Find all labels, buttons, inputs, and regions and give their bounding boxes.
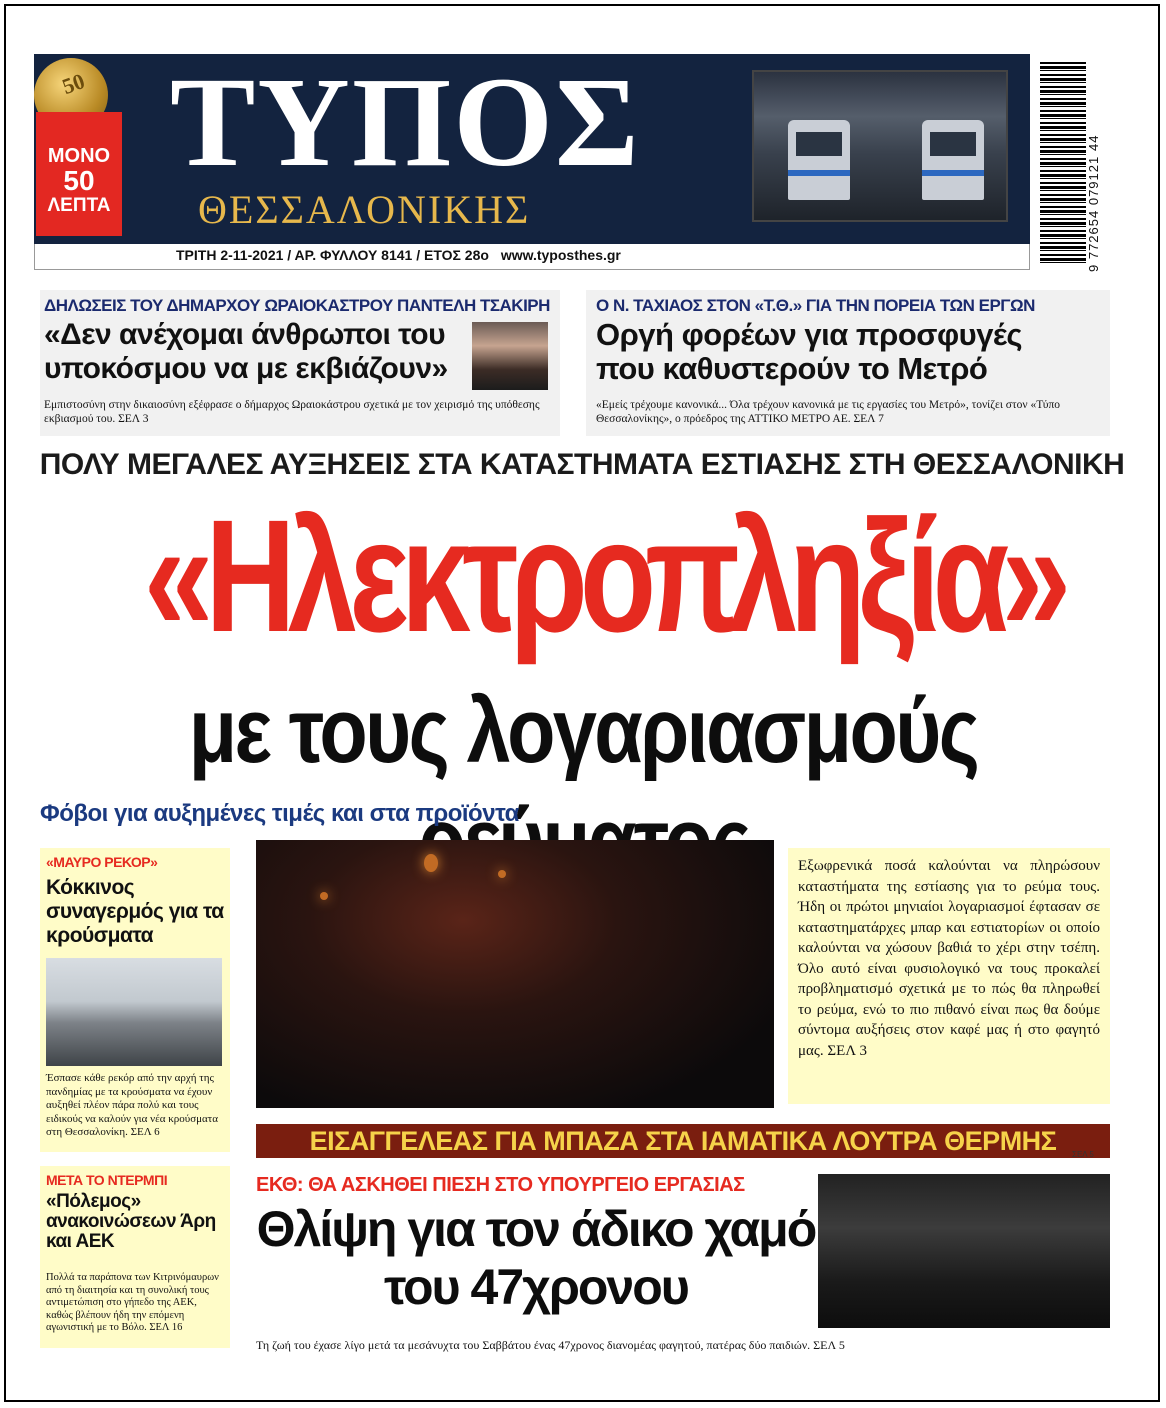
dateline [176, 247, 621, 263]
story-derby-tag: ΜΕΤΑ ΤΟ ΝΤΕΡΜΠΙ [46, 1172, 168, 1188]
price-line-1: ΜΟΝΟ [47, 145, 111, 167]
story-metro-text: «Εμείς τρέχουμε κανονικά... Όλα τρέχουν κανονικά με τις εργασίες του Μετρό», τονίζει στον «Τύπο Θεσσαλονίκης», ο πρόεδρος της ΑΤΤΙΚΟ ΜΕΤΡΟ ΑΕ. ΣΕΛ 7 [596, 399, 1061, 425]
thermi-banner[interactable]: ΕΙΣΑΓΓΕΛΕΑΣ ΓΙΑ ΜΠΑΖΑ ΣΤΑ ΙΑΜΑΤΙΚΑ ΛΟΥΤΡΑ ΘΕΡΜΗΣ [256, 1124, 1110, 1158]
city-street-photo [46, 958, 222, 1066]
barcode-number [1086, 62, 1104, 272]
newspaper-logo: ΤΥΠΟΣ [170, 51, 641, 193]
story-metro-kicker: Ο Ν. ΤΑΧΙΑΟΣ ΣΤΟΝ «Τ.Θ.» ΓΙΑ ΤΗΝ ΠΟΡΕΙΑ ΤΩΝ ΕΡΓΩΝ [596, 296, 1035, 315]
price-line-3: ΛΕΠΤΑ [47, 195, 111, 216]
story-mayor-headline: «Δεν ανέχομαι άνθρωποι του υποκόσμου να με εκβιάζουν» [44, 318, 448, 385]
lead-body-text: Εξωφρενικά ποσά καλούνται να πληρώσουν καταστήματα της εστίασης για το ρεύμα τους. Ήδη οι πρώτοι μηνιαίοι λογαριασμοί έφτασαν σε καταστηματάρχες μπαρ και εστιατορίων οι οποίο καλούνται να χώσουν βαθιά το χέρι στην τσέπη. Όλο αυτό είναι φυσιολογικό να τους προκαλεί προβληματισμό σχετικά με το πώς θα πληρωθεί το ρεύμα, ενώ το πιο πιθανό είναι πως θα δούμε σύντομα αυξήσεις στον καφέ μας ή στο φαγητό μας. ΣΕΛ 3 [798, 858, 1100, 1059]
story-mayor-text: Εμπιστοσύνη στην δικαιοσύνη εξέφρασε ο δήμαρχος Ωραιοκάστρου σχετικά με τον χειρισμό της υπόθεσης εκβιασμού του. ΣΕΛ 3 [44, 399, 540, 425]
story-covid-tag: «ΜΑΥΡΟ ΡΕΚΟΡ» [46, 854, 158, 870]
issue-number: 44 [1086, 134, 1101, 152]
story-derby-text: Πολλά τα παράπονα των Κιτρινόμαυρων από τη διαιτησία και τη συνολική τους αντιμετώπιση στο γήπεδο της ΑΕΚ, καθώς βλέπουν ήδη την επόμενη αγωνιστική με το Βόλο. ΣΕΛ 16 [46, 1272, 219, 1333]
story-courier-headline[interactable]: Θλίψη για τον άδικο χαμό του 47χρονου [256, 1201, 816, 1315]
story-derby-headline: «Πόλεμος» ανακοινώσεων Άρη και ΑΕΚ [46, 1191, 216, 1252]
newspaper-logo-subtitle: ΘΕΣΣΑΛΟΝΙΚΗΣ [198, 187, 531, 232]
coin-value: 50 [58, 68, 88, 100]
train-left [788, 120, 850, 200]
lead-overline: ΠΟΛΥ ΜΕΓΑΛΕΣ ΑΥΞΗΣΕΙΣ ΣΤΑ ΚΑΤΑΣΤΗΜΑΤΑ ΕΣΤΙΑΣΗΣ ΣΤΗ ΘΕΣΣΑΛΟΝΙΚΗ [39, 448, 1125, 481]
restaurant-interior-photo [256, 840, 774, 1108]
accident-scene-photo [818, 1174, 1110, 1328]
price-tag [36, 112, 122, 236]
story-covid-text: Έσπασε κάθε ρεκόρ από την αρχή της πανδημίας με τα κρούσματα να έχουν αυξηθεί πλέον πάρα πολύ και τους ειδικούς να καλούν για νέα κρούσματα στη Θεσσαλονίκη. ΣΕΛ 6 [46, 1072, 218, 1138]
mayor-portrait-photo [472, 322, 548, 390]
lead-subhead: Φόβοι για αυξημένες τιμές και στα προϊόντα [40, 800, 519, 827]
price-line-2: 50 [63, 165, 95, 196]
story-covid-headline: Κόκκινος συναγερμός για τα κρούσματα [46, 876, 224, 947]
thermi-banner-page: ΣΕΛ 5 [1072, 1150, 1094, 1159]
train-right [922, 120, 984, 200]
issue-info: ΤΡΙΤΗ 2-11-2021 / ΑΡ. ΦΥΛΛΟΥ 8141 / ΕΤΟΣ 28ο [176, 247, 489, 263]
story-mayor-kicker: ΔΗΛΩΣΕΙΣ ΤΟΥ ΔΗΜΑΡΧΟΥ ΩΡΑΙΟΚΑΣΤΡΟΥ ΠΑΝΤΕΛΗ ΤΣΑΚΙΡΗ [44, 296, 550, 315]
website-link[interactable]: www.typosthes.gr [500, 247, 621, 263]
lead-headline-2: με τους λογαριασμούς [188, 680, 978, 782]
metro-trains-photo [752, 70, 1008, 222]
lead-headline[interactable]: «Ηλεκτροπληξία» [143, 486, 1064, 665]
story-metro-headline: Οργή φορέων για προσφυγές που καθυστερούν το Μετρό [596, 317, 1023, 386]
barcode-digits: 9 772654 079121 [1086, 155, 1101, 272]
story-courier-text: Τη ζωή του έχασε λίγο μετά τα μεσάνυχτα του Σαββάτου ένας 47χρονος διανομέας φαγητού, πατέρας δύο παιδιών. ΣΕΛ 5 [256, 1338, 845, 1352]
story-courier-kicker: ΕΚΘ: ΘΑ ΑΣΚΗΘΕΙ ΠΙΕΣΗ ΣΤΟ ΥΠΟΥΡΓΕΙΟ ΕΡΓΑΣΙΑΣ [256, 1174, 745, 1196]
